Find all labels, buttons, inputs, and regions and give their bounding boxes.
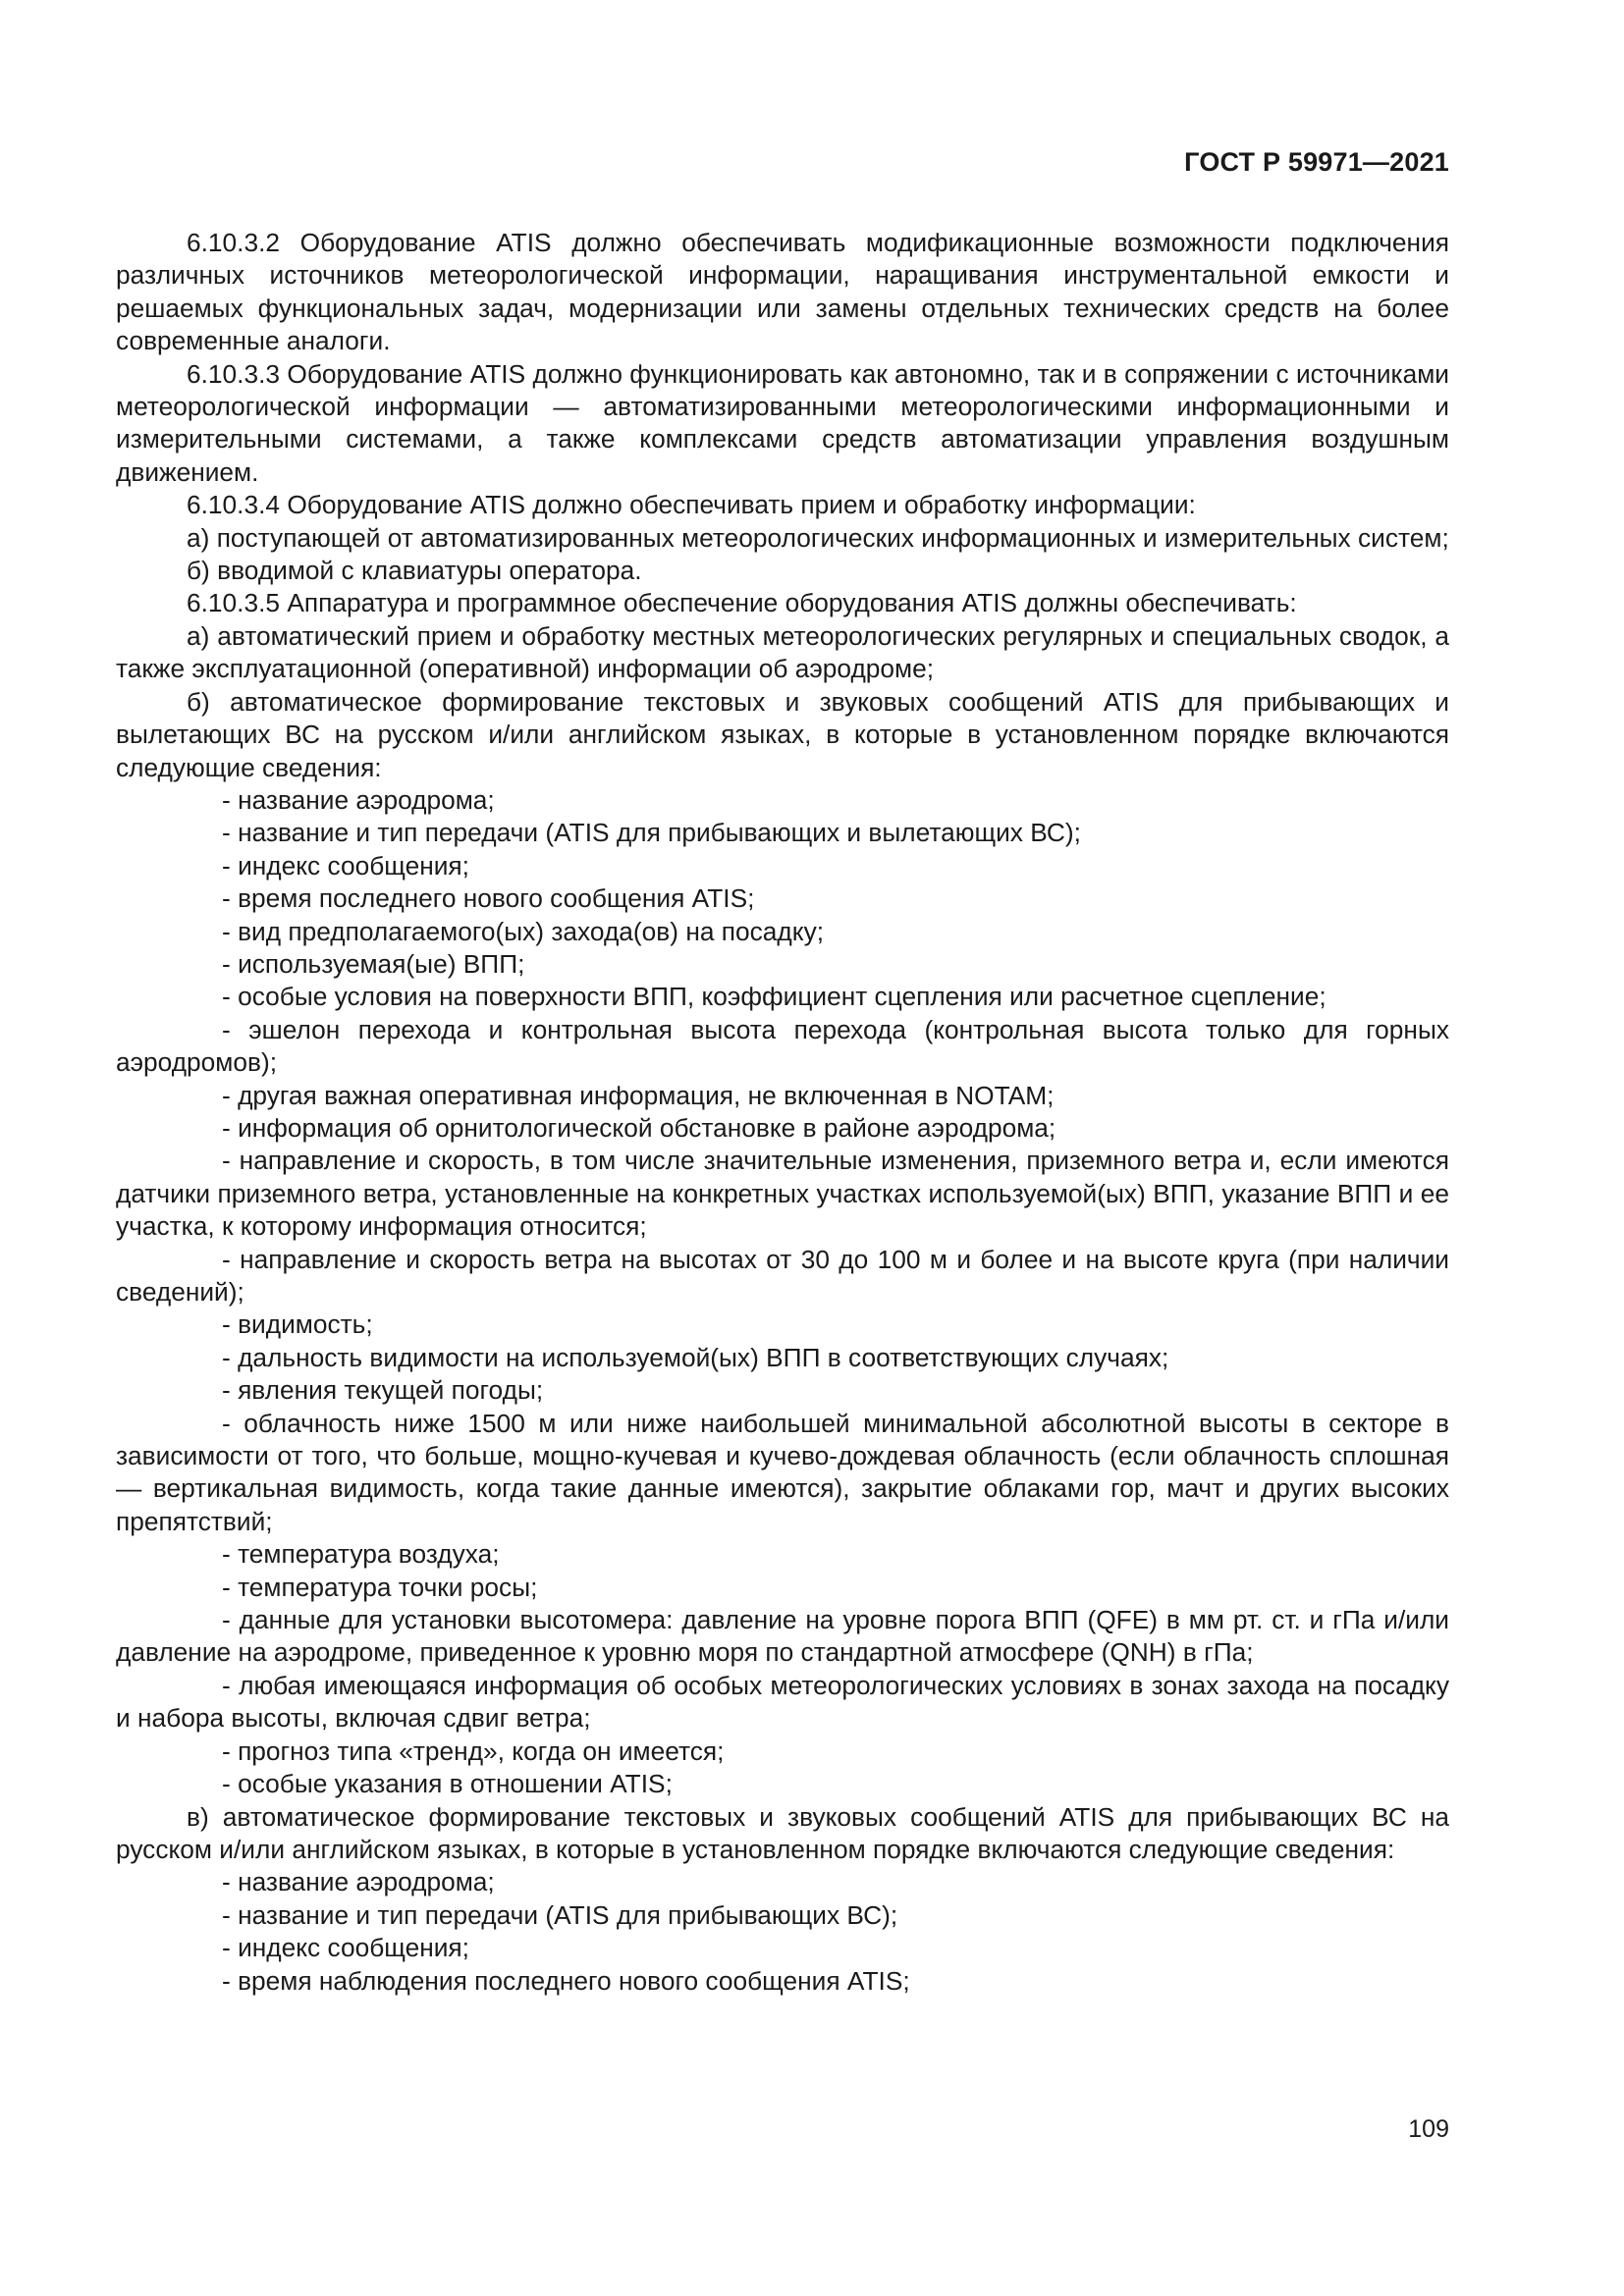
list-item: - явления текущей погоды; — [222, 1375, 544, 1406]
list-item: - видимость; — [222, 1309, 373, 1340]
list-item: - дальность видимости на используемой(ых) ВПП в соответствующих случаях; — [222, 1342, 1169, 1372]
list-item: - название и тип передачи (ATIS для прибывающих ВС); — [222, 1899, 898, 1930]
paragraph: 6.10.3.2 Оборудование ATIS должно обеспечивать модификационные возможности подключения различных источников метеорологической информации, наращивания инструментальной емкости и решаемых функциональных задач, модернизации или замены отдельных технических средств на более современные аналоги. — [116, 228, 1449, 356]
list-item: - температура точки росы; — [222, 1572, 538, 1602]
list-item: - другая важная оперативная информация, не включенная в NOTAM; — [222, 1080, 1055, 1110]
list-item: - время последнего нового сообщения ATIS; — [222, 883, 755, 914]
page-number: 109 — [1408, 2115, 1449, 2143]
list-item: - индекс сообщения; — [222, 850, 469, 881]
list-item: - информация об орнитологической обстановке в районе аэродрома; — [222, 1112, 1056, 1143]
list-item: - данные для установки высотомера: давление на уровне порога ВПП (QFE) в мм рт. ст. и гПа и/или давление на аэродроме, приведенное к уровню моря по стандартной атмосфере (QNH) в гПа; — [116, 1605, 1449, 1668]
list-item: - эшелон перехода и контрольная высота перехода (контрольная высота только для горных аэродромов); — [116, 1014, 1449, 1078]
document-body — [116, 227, 1449, 1998]
list-item: - используемая(ые) ВПП; — [222, 948, 525, 979]
list-item: - название и тип передачи (ATIS для прибывающих и вылетающих ВС); — [222, 818, 1081, 848]
list-item: - время наблюдения последнего нового сообщения ATIS; — [222, 1965, 910, 1996]
list-item: - прогноз типа «тренд», когда он имеется; — [222, 1735, 725, 1766]
list-item: - индекс сообщения; — [222, 1933, 469, 1963]
list-item: - направление и скорость ветра на высотах от 30 до 100 м и более и на высоте круга (при наличии сведений); — [116, 1244, 1449, 1307]
list-item: - любая имеющаяся информация об особых метеорологических условиях в зонах захода на посадку и набора высоты, включая сдвиг ветра; — [116, 1670, 1449, 1734]
paragraph: 6.10.3.5 Аппаратура и программное обеспечение оборудования ATIS должны обеспечивать: — [187, 588, 1297, 618]
paragraph: 6.10.3.4 Оборудование ATIS должно обеспечивать прием и обработку информации: — [187, 490, 1196, 520]
list-item: - особые указания в отношении ATIS; — [222, 1769, 673, 1799]
list-item: - название аэродрома; — [222, 784, 495, 815]
list-item: - вид предполагаемого(ых) захода(ов) на посадку; — [222, 916, 825, 946]
paragraph: б) автоматическое формирование текстовых и звуковых сообщений ATIS для прибывающих и вылетающих ВС на русском и/или английском языках, в которые в установленном порядке включаются следующие сведения: — [116, 686, 1449, 782]
list-item: - особые условия на поверхности ВПП, коэффициент сцепления или расчетное сцепление; — [222, 982, 1326, 1012]
list-item: - температура воздуха; — [222, 1539, 500, 1570]
paragraph: 6.10.3.3 Оборудование ATIS должно функционировать как автономно, так и в сопряжении с источниками метеорологической информации — автоматизированными метеорологическими информационными и измерительными системами, а также комплексами средств автоматизации управления воздушным движением. — [116, 358, 1449, 487]
list-item: - облачность ниже 1500 м или ниже наибольшей минимальной абсолютной высоты в секторе в зависимости от того, что больше, мощно-кучевая и кучево-дождевая облачность (если облачность сплошная — вертикальная видимость, когда такие данные имеются), закрытие облаками гор, мачт и других высоких препятствий; — [116, 1408, 1449, 1536]
list-item: - направление и скорость, в том числе значительные изменения, приземного ветра и, если имеются датчики приземного ветра, установленные на конкретных участках используемой(ых) ВПП, указание ВПП и ее участка, к которому информация относится; — [116, 1146, 1449, 1242]
paragraph: а) поступающей от автоматизированных метеорологических информационных и измерительных систем; — [187, 522, 1449, 553]
paragraph: в) автоматическое формирование текстовых и звуковых сообщений ATIS для прибывающих ВС на русском и/или английском языках, в которые в установленном порядке включаются следующие сведения: — [116, 1801, 1449, 1864]
document-code-header: ГОСТ Р 59971—2021 — [1184, 147, 1449, 177]
paragraph: а) автоматический прием и обработку местных метеорологических регулярных и специальных сводок, а также эксплуатационной (оперативной) информации об аэродроме; — [116, 620, 1449, 684]
list-item: - название аэродрома; — [222, 1867, 495, 1897]
paragraph: б) вводимой с клавиатуры оператора. — [187, 556, 642, 586]
